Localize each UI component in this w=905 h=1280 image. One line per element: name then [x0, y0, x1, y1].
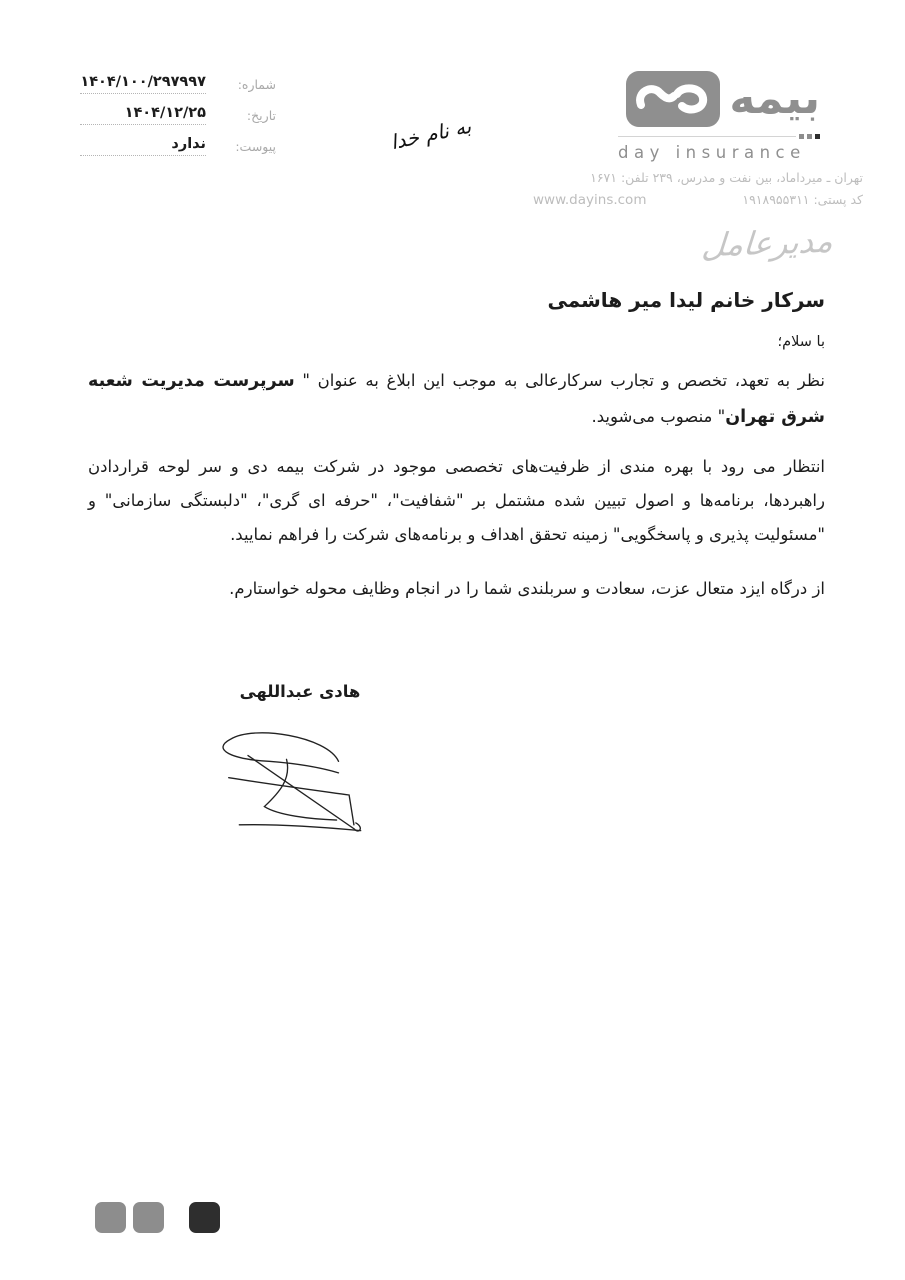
logo-divider — [618, 134, 820, 139]
logo-wordmark-fa: بیمه — [729, 73, 820, 124]
date-label: تاریخ: — [246, 108, 276, 123]
paragraph-wishes: از درگاه ایزد متعال عزت، سعادت و سربلندی شما را در انجام وظایف محوله خواستارم. — [229, 578, 825, 598]
attachment-value: ندارد — [80, 136, 206, 156]
footer-square-dark-icon — [189, 1202, 220, 1233]
footer-squares — [95, 1202, 220, 1233]
paragraph-appointment — [88, 363, 825, 436]
bismillah-calligraphy: به نام خدا — [388, 113, 474, 155]
paragraph-expectations: انتظار می رود با بهره مندی از ظرفیت‌های تخصصی موجود در شرکت بیمه دی و سر لوحه قراردادن راهبردها، برنامه‌ها و اصول تبیین شده مشتمل بر "شفافیت"، "حرفه ای گری"، "دلبستگی سازمانی" و "مسئولیت پذیری و پاسخگویی" زمینه تحقق اهداف و برنامه‌های شرکت را فراهم نمایید. — [88, 456, 825, 545]
letter-meta-fields — [80, 74, 276, 167]
logo-divider-line — [618, 136, 796, 137]
paragraph-appointment-text: نظر به تعهد، تخصص و تجارب سرکارعالی به موجب این ابلاغ به عنوان " — [294, 371, 825, 390]
logo-square-dark-icon — [815, 134, 820, 139]
number-value: ۱۴۰۴/۱۰۰/۲۹۷۹۹۷ — [80, 74, 206, 94]
day-insurance-logo — [618, 70, 820, 162]
infinity-logo-icon — [625, 70, 721, 128]
footer-square-gray-icon — [95, 1202, 126, 1233]
postal-code: کد پستی: ۱۹۱۸۹۵۵۳۱۱ — [742, 191, 863, 207]
meta-row-attachment — [80, 136, 276, 156]
paragraph-appointment-tail: " منصوب می‌شوید. — [591, 407, 726, 427]
signature-block — [188, 682, 412, 847]
footer-square-gray-icon — [133, 1202, 164, 1233]
recipient-name: سرکار خانم لیدا میر هاشمی — [547, 288, 825, 312]
logo-square-icon — [799, 134, 804, 139]
number-label: شماره: — [237, 77, 276, 92]
attachment-label: پیوست: — [235, 139, 276, 154]
address-line: تهران ـ میرداماد، بین نفت و مدرس، ۲۳۹ تلفن: ۱۶۷۱ — [590, 170, 863, 185]
letter-body — [88, 288, 825, 620]
contact-info — [533, 167, 863, 213]
date-value: ۱۴۰۴/۱۲/۲۵ — [80, 105, 206, 125]
logo-wordmark-en: day insurance — [618, 143, 806, 162]
meta-row-date — [80, 105, 276, 125]
logo-lockup — [618, 70, 820, 128]
signer-name: هادی عبداللهی — [239, 682, 361, 701]
contact-line2 — [533, 189, 863, 213]
handwritten-signature-scribble — [191, 717, 409, 847]
appointment-title-bold: سرپرست مدیریت شعبه شرق تهران — [88, 371, 825, 428]
salutation: با سلام؛ — [777, 334, 825, 350]
logo-square-icon — [807, 134, 812, 139]
website-text: www.dayins.com — [533, 191, 647, 208]
meta-row-number — [80, 74, 276, 94]
sender-title-calligraphy: مدیرعامل — [700, 221, 835, 265]
